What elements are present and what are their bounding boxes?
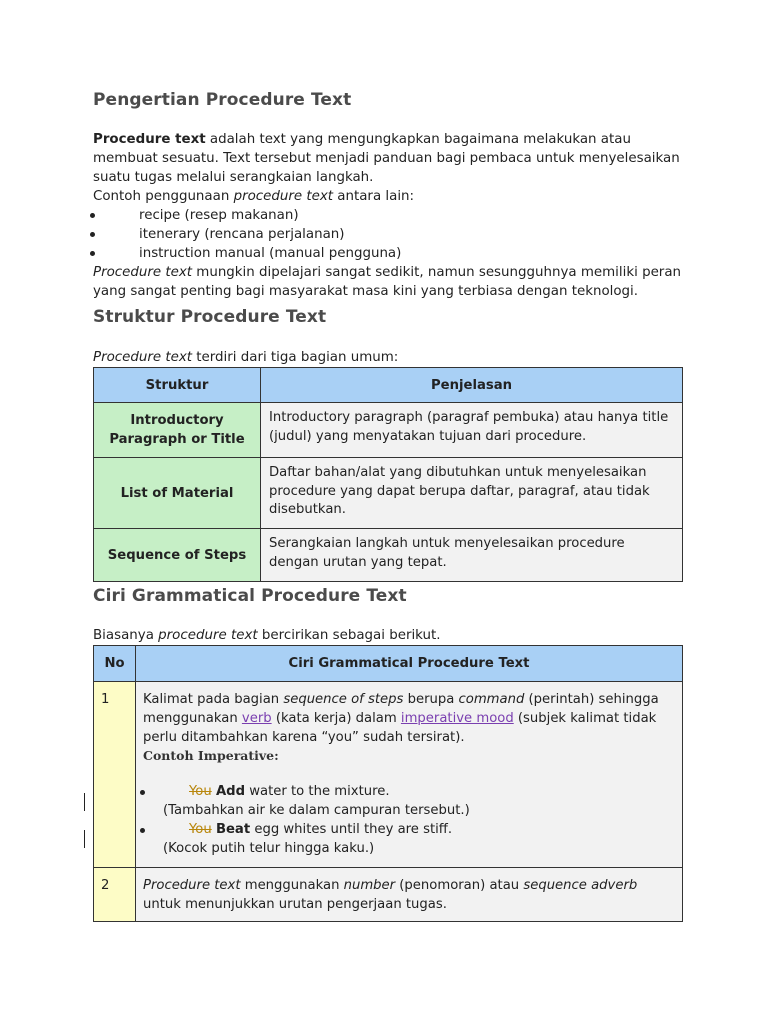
document-page <box>93 86 683 922</box>
table-cell: Introductory paragraph (paragraf pembuka) atau hanya title (judul) yang menyatakan tujuan dari procedure. <box>261 403 683 458</box>
section-title: Struktur Procedure Text <box>93 307 327 327</box>
translation: (Kocok putih telur hingga kaku.) <box>163 840 375 856</box>
table-cell: Kalimat pada bagian sequence of steps berupa command (perintah) sehingga menggunakan verb (kata kerja) dalam imperative mood (subjek kalimat tidak perlu ditambahkan karena “you” sudah tersirat). Contoh Imperative: You Add water to the mixture. (Tambahkan air ke dalam campuran tersebut.) You Beat egg whites until they are stiff. (Kocok putih telur hingga kaku.) <box>136 682 683 868</box>
list-item: You Beat egg whites until they are stiff. <box>143 821 675 840</box>
table-header: Struktur <box>94 368 261 403</box>
table-cell: Introductory Paragraph or Title <box>94 403 261 458</box>
table-header: Ciri Grammatical Procedure Text <box>136 646 683 682</box>
verb-link[interactable]: verb <box>241 710 272 726</box>
section-title: Ciri Grammatical Procedure Text <box>93 586 407 606</box>
paragraph: Procedure text terdiri dari tiga bagian umum: <box>93 350 399 365</box>
list-item: itenerary (rencana perjalanan) <box>93 225 683 244</box>
bold-term: Procedure text <box>93 132 206 147</box>
table-cell: Serangkaian langkah untuk menyelesaikan procedure dengan urutan yang tepat. <box>261 529 683 582</box>
row-number: 1 <box>94 682 136 868</box>
section-title: Pengertian Procedure Text <box>93 90 352 110</box>
table-cell: List of Material <box>94 458 261 529</box>
paragraph: Procedure text mungkin dipelajari sangat sedikit, namun sesungguhnya memiliki peran yang sangat penting bagi masyarakat masa kini yang terbiasa dengan teknologi. <box>93 265 682 299</box>
paragraph: Contoh penggunaan procedure text antara lain: <box>93 189 415 204</box>
translation: (Tambahkan air ke dalam campuran tersebut.) <box>163 802 470 818</box>
grammatical-table <box>93 645 683 922</box>
example-list <box>143 783 675 802</box>
example-list <box>93 206 683 263</box>
paragraph: Biasanya procedure text bercirikan sebagai berikut. <box>93 628 441 643</box>
table-cell: Sequence of Steps <box>94 529 261 582</box>
text-cursor-marker <box>84 793 85 811</box>
table-header: No <box>94 646 136 682</box>
list-item: You Add water to the mixture. <box>143 783 675 802</box>
list-item: instruction manual (manual pengguna) <box>93 244 683 263</box>
table-header: Penjelasan <box>261 368 683 403</box>
example-heading: Contoh Imperative: <box>143 748 279 764</box>
table-cell: Daftar bahan/alat yang dibutuhkan untuk menyelesaikan procedure yang dapat berupa daftar, paragraf, atau tidak disebutkan. <box>261 458 683 529</box>
text-cursor-marker <box>84 830 85 848</box>
table-cell: Procedure text menggunakan number (penomoran) atau sequence adverb untuk menunjukkan urutan pengerjaan tugas. <box>136 868 683 922</box>
imperative-mood-link[interactable]: imperative mood <box>400 710 514 726</box>
list-item: recipe (resep makanan) <box>93 206 683 225</box>
row-number: 2 <box>94 868 136 922</box>
example-list <box>143 821 675 840</box>
structure-table <box>93 367 683 582</box>
paragraph: Procedure text adalah text yang mengungkapkan bagaimana melakukan atau membuat sesuatu. Text tersebut menjadi panduan bagi pembaca untuk menyelesaikan suatu tugas melalui serangkaian langkah. <box>93 132 680 185</box>
